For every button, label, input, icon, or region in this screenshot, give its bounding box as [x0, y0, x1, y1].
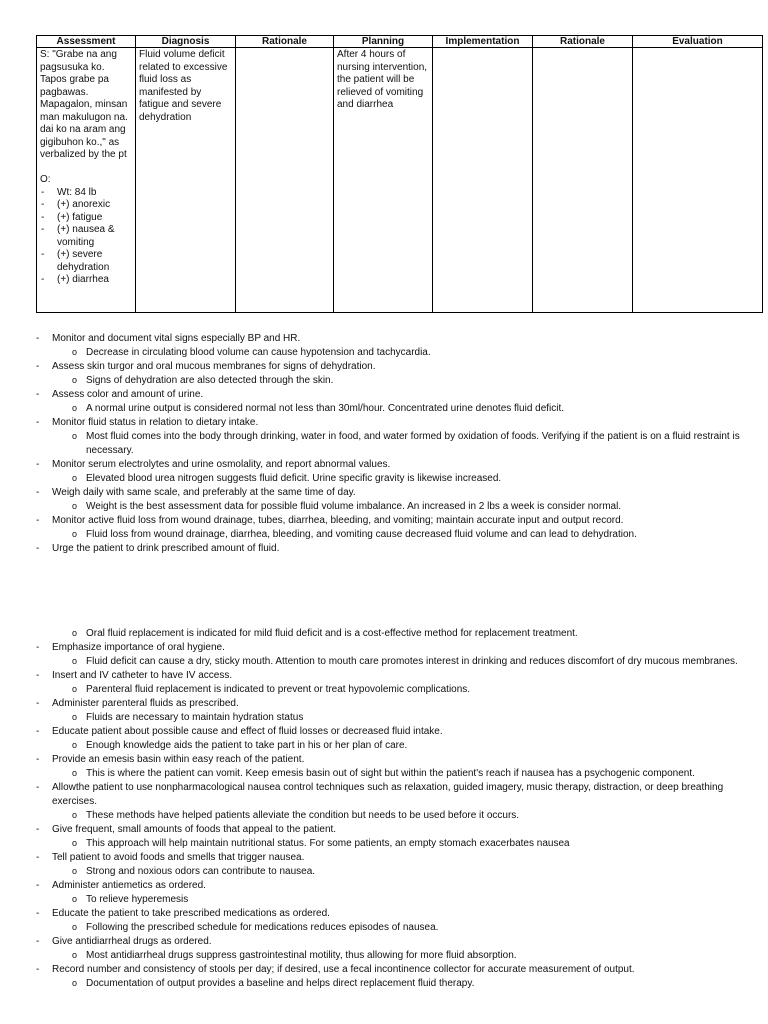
intervention-item: - Emphasize importance of oral hygiene.	[36, 641, 748, 655]
objective-item: - Wt: 84 lb	[40, 187, 132, 200]
assessment-cell	[37, 48, 136, 313]
intervention-rationale: o Documentation of output provides a baseline and helps direct replacement fluid therapy.	[36, 977, 748, 991]
intervention-item: - Weigh daily with same scale, and preferably at the same time of day.	[36, 486, 748, 500]
intervention-item: - Monitor and document vital signs especially BP and HR.	[36, 332, 748, 346]
intervention-item: - Educate patient about possible cause and effect of fluid losses or decreased fluid intake.	[36, 725, 748, 739]
objective-item: - (+) fatigue	[40, 212, 132, 225]
intervention-item: - Monitor fluid status in relation to dietary intake.	[36, 416, 748, 430]
interventions-list-part-1	[36, 332, 748, 556]
planning-cell: After 4 hours of nursing intervention, the patient will be relieved of vomiting and diarrhea	[334, 48, 433, 313]
intervention-item: - Tell patient to avoid foods and smells that trigger nausea.	[36, 851, 748, 865]
intervention-item: - Provide an emesis basin within easy reach of the patient.	[36, 753, 748, 767]
objective-item: - (+) severe dehydration	[40, 249, 132, 274]
intervention-rationale: o These methods have helped patients alleviate the condition but needs to be used before it occurs.	[36, 809, 748, 823]
diagnosis-cell: Fluid volume deficit related to excessive fluid loss as manifested by fatigue and severe dehydration	[136, 48, 236, 313]
objective-list	[40, 187, 132, 287]
intervention-item: - Give antidiarrheal drugs as ordered.	[36, 935, 748, 949]
intervention-item: - Monitor active fluid loss from wound drainage, tubes, diarrhea, bleeding, and vomiting; maintain accurate input and output record.	[36, 514, 748, 528]
interventions-list-part-2	[36, 627, 748, 991]
subjective-data: S: "Grabe na ang pagsusuka ko. Tapos grabe pa pagbawas. Mapagalon, minsan man makulugon na. dai ko na aram ang gigibuhon ko.," as verbalized by the pt	[40, 49, 128, 160]
intervention-item: - Administer antiemetics as ordered.	[36, 879, 748, 893]
header-evaluation: Evaluation	[633, 36, 763, 48]
intervention-rationale: o Decrease in circulating blood volume can cause hypotension and tachycardia.	[36, 346, 748, 360]
objective-label: O:	[40, 174, 51, 185]
intervention-rationale: o This approach will help maintain nutritional status. For some patients, an empty stomach exacerbates nausea	[36, 837, 748, 851]
objective-item: - (+) diarrhea	[40, 274, 132, 287]
objective-item: - (+) anorexic	[40, 199, 132, 212]
implementation-cell	[433, 48, 533, 313]
intervention-rationale: o Parenteral fluid replacement is indicated to prevent or treat hypovolemic complications.	[36, 683, 748, 697]
intervention-rationale: o Following the prescribed schedule for medications reduces episodes of nausea.	[36, 921, 748, 935]
objective-item: - (+) nausea & vomiting	[40, 224, 132, 249]
intervention-rationale: o Fluids are necessary to maintain hydration status	[36, 711, 748, 725]
table-row	[37, 48, 763, 313]
header-assessment: Assessment	[37, 36, 136, 48]
intervention-item: - Give frequent, small amounts of foods that appeal to the patient.	[36, 823, 748, 837]
intervention-rationale: o Signs of dehydration are also detected through the skin.	[36, 374, 748, 388]
intervention-item: - Urge the patient to drink prescribed amount of fluid.	[36, 542, 748, 556]
header-diagnosis: Diagnosis	[136, 36, 236, 48]
intervention-rationale: o Fluid deficit can cause a dry, sticky mouth. Attention to mouth care promotes interest in drinking and reduces discomfort of dry mucous membranes.	[36, 655, 748, 669]
evaluation-cell	[633, 48, 763, 313]
intervention-item: - Administer parenteral fluids as prescribed.	[36, 697, 748, 711]
header-implementation: Implementation	[433, 36, 533, 48]
intervention-item: - Assess color and amount of urine.	[36, 388, 748, 402]
intervention-rationale: o This is where the patient can vomit. Keep emesis basin out of sight but within the patient's reach if nausea has a psychogenic component.	[36, 767, 748, 781]
intervention-rationale: o Oral fluid replacement is indicated for mild fluid deficit and is a cost-effective method for replacement treatment.	[36, 627, 748, 641]
intervention-rationale: o Elevated blood urea nitrogen suggests fluid deficit. Urine specific gravity is likewise increased.	[36, 472, 748, 486]
intervention-rationale: o To relieve hyperemesis	[36, 893, 748, 907]
intervention-rationale: o Fluid loss from wound drainage, diarrhea, bleeding, and vomiting cause decreased fluid volume and can lead to dehydration.	[36, 528, 748, 542]
intervention-item: - Insert and IV catheter to have IV access.	[36, 669, 748, 683]
intervention-rationale: o Most antidiarrheal drugs suppress gastrointestinal motility, thus allowing for more fluid absorption.	[36, 949, 748, 963]
header-rationale: Rationale	[236, 36, 334, 48]
intervention-rationale: o A normal urine output is considered normal not less than 30ml/hour. Concentrated urine denotes fluid deficit.	[36, 402, 748, 416]
table-header-row	[37, 36, 763, 48]
intervention-rationale: o Enough knowledge aids the patient to take part in his or her plan of care.	[36, 739, 748, 753]
header-planning: Planning	[334, 36, 433, 48]
intervention-item: - Allowthe patient to use nonpharmacological nausea control techniques such as relaxation, guided imagery, music therapy, distraction, or deep breathing exercises.	[36, 781, 748, 809]
intervention-rationale: o Weight is the best assessment data for possible fluid volume imbalance. An increased in 2 lbs a week is consider normal.	[36, 500, 748, 514]
intervention-rationale: o Most fluid comes into the body through drinking, water in food, and water formed by oxidation of foods. Verifying if the patient is on a fluid restraint is necessary.	[36, 430, 748, 458]
intervention-item: - Assess skin turgor and oral mucous membranes for signs of dehydration.	[36, 360, 748, 374]
nursing-care-plan-table	[36, 35, 763, 313]
intervention-item: - Educate the patient to take prescribed medications as ordered.	[36, 907, 748, 921]
rationale-cell	[236, 48, 334, 313]
intervention-item: - Monitor serum electrolytes and urine osmolality, and report abnormal values.	[36, 458, 748, 472]
rationale-2-cell	[533, 48, 633, 313]
header-rationale-2: Rationale	[533, 36, 633, 48]
intervention-item: - Record number and consistency of stools per day; if desired, use a fecal incontinence collector for accurate measurement of output.	[36, 963, 748, 977]
intervention-rationale: o Strong and noxious odors can contribute to nausea.	[36, 865, 748, 879]
